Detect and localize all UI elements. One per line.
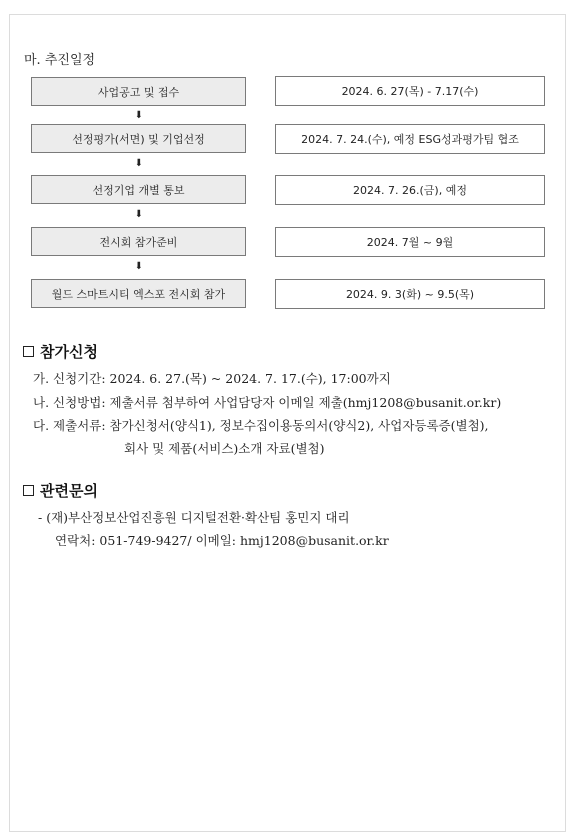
schedule-date-3: 2024. 7. 26.(금), 예정: [275, 175, 545, 205]
contact-title: 관련문의: [40, 482, 98, 500]
schedule-step-3: 선정기업 개별 통보: [31, 175, 246, 204]
square-bullet-icon: [23, 485, 34, 496]
down-arrow-icon: ⬇: [134, 158, 144, 169]
apply-documents: 다. 제출서류: 참가신청서(양식1), 정보수집이용동의서(양식2), 사업자등록증(별첨),: [33, 418, 489, 433]
schedule-step-2: 선정평가(서면) 및 기업선정: [31, 124, 246, 153]
schedule-heading: 마. 추진일정: [24, 53, 96, 68]
down-arrow-icon: ⬇: [134, 209, 144, 220]
schedule-step-4: 전시회 참가준비: [31, 227, 246, 256]
schedule-step-1: 사업공고 및 접수: [31, 77, 246, 106]
apply-method: 나. 신청방법: 제출서류 첨부하여 사업담당자 이메일 제출(hmj1208@busanit.or.kr): [33, 395, 502, 410]
schedule-date-4: 2024. 7월 ~ 9월: [275, 227, 545, 257]
contact-details: 연락처: 051-749-9427/ 이메일: hmj1208@busanit.or.kr: [55, 533, 389, 548]
down-arrow-icon: ⬇: [134, 261, 144, 272]
contact-title-row: [23, 480, 98, 501]
square-bullet-icon: [23, 346, 34, 357]
schedule-date-2: 2024. 7. 24.(수), 예정 ESG성과평가팀 협조: [275, 124, 545, 154]
apply-title: 참가신청: [40, 343, 98, 361]
apply-documents-cont: 회사 및 제품(서비스)소개 자료(별첨): [124, 441, 325, 456]
down-arrow-icon: ⬇: [134, 110, 144, 121]
schedule-date-5: 2024. 9. 3(화) ~ 9.5(목): [275, 279, 545, 309]
schedule-date-1: 2024. 6. 27(목) - 7.17(수): [275, 76, 545, 106]
schedule-step-5: 월드 스마트시티 엑스포 전시회 참가: [31, 279, 246, 308]
apply-period: 가. 신청기간: 2024. 6. 27.(목) ~ 2024. 7. 17.(수), 17:00까지: [33, 371, 391, 386]
apply-title-row: [23, 341, 98, 362]
contact-organization: - (재)부산정보산업진흥원 디지털전환·확산팀 홍민지 대리: [38, 510, 350, 525]
